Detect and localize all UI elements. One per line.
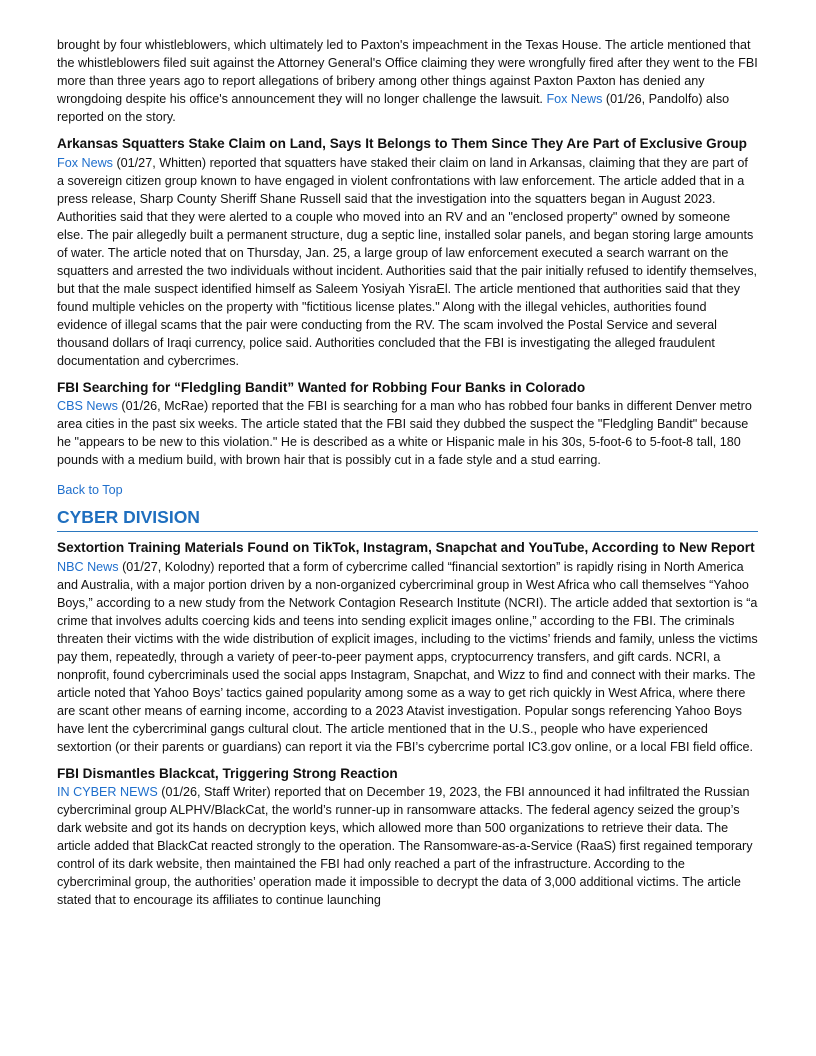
article-text: (01/26, Staff Writer) reported that on December 19, 2023, the FBI announced it had infiltrated the Russian cybercriminal group ALPHV/BlackCat, the world’s runner-up in ransomware attacks. The federal agency seized the group’s dark website and got its hands on decryption keys, which allowed more than 500 organizations to retrieve their data. The article added that BlackCat reacted strongly to the operation. The Ransomware-as-a-Service (RaaS) first regained temporary control of its dark website, then maintained the FBI had only reached a part of the infrastructure. According to the cybercriminal group, the authorities’ operation made it impossible to decrypt the data of 3,000 additional victims. The article stated that to encourage its affiliates to continue launching <box>57 785 753 907</box>
back-to-top-link[interactable]: Back to Top <box>57 483 123 497</box>
article-source-link[interactable]: NBC News <box>57 559 119 574</box>
article-title: FBI Dismantles Blackcat, Triggering Strong Reaction <box>57 765 398 781</box>
article-title: FBI Searching for “Fledgling Bandit” Wanted for Robbing Four Banks in Colorado <box>57 379 586 395</box>
article-body <box>57 397 758 469</box>
article-body <box>57 154 758 370</box>
intro-tail: (01/26, Pandolfo) also reported on the story. <box>57 92 730 124</box>
intro-source-link[interactable]: Fox News <box>546 92 603 106</box>
article-source-link[interactable]: IN CYBER NEWS <box>57 785 158 799</box>
article-source-link[interactable]: CBS News <box>57 399 118 413</box>
article-body <box>57 783 758 909</box>
article-body <box>57 558 758 756</box>
intro-text: brought by four whistleblowers, which ultimately led to Paxton's impeachment in the Texas House. The article mentioned that the whistleblowers filed suit against the Attorney General's Office claiming they were wrongfully fired after they went to the FBI more than three years ago to report allegations of bribery among other things against Paxton Paxton has denied any wrongdoing despite his office's announcement they will no longer challenge the lawsuit. <box>57 38 758 106</box>
article-title: Arkansas Squatters Stake Claim on Land, Says It Belongs to Them Since They Are Part of Exclusive Group <box>57 136 747 151</box>
article-text: (01/27, Whitten) reported that squatters have staked their claim on land in Arkansas, claiming that they are part of a sovereign citizen group known to have engaged in violent confrontations with law enforcement. The article added that in a press release, Sharp County Sheriff Shane Russell said that the investigation into the squatters began in August 2023. Authorities said that they were alerted to a couple who moved into an RV and an "enclosed property" owned by someone else. The pair allegedly built a permanent structure, dug a septic line, installed solar panels, and began storing large amounts of water. The article noted that on Thursday, Jan. 25, a large group of law enforcement executed a search warrant on the squatters and arrested the two individuals without incident. Authorities said that the pair initially refused to identify themselves, but that the male suspect identified himself as Saleem Yosiyah YisraEl. The article mentioned that authorities said that they found multiple vehicles on the property with "fictitious license plates." Along with the illegal vehicles, authorities found evidence of illegal scams that the pair were conducting from the RV. The scam involved the Postal Service and several thousand dollars of Iraqi currency, police said. Authorities concluded that the FBI is investigating the alleged fraudulent documentation and cybercrimes. <box>57 155 758 368</box>
article-title: Sextortion Training Materials Found on TikTok, Instagram, Snapchat and YouTube, According to New Report <box>57 540 755 555</box>
section-heading-cyber-division: CYBER DIVISION <box>57 506 758 532</box>
article-text: (01/27, Kolodny) reported that a form of cybercrime called “financial sextortion” is rapidly rising in North America and Australia, with a major portion driven by a non-organized cybercriminal group in West Africa who call themselves “Yahoo Boys,” according to a new study from the Network Contagion Research Institute (NCRI). The article added that sextortion is “a crime that involves adults coercing kids and teens into sending explicit images online,” according to the FBI. The criminals threaten their victims with the wide distribution of explicit images, including to the victims’ friends and family, unless the victims pay them, repeatedly, through a variety of peer-to-peer payment apps, cryptocurrency transfers, and gift cards. NCRI, a nonprofit, found cybercriminals used the social apps Instagram, Snapchat, and Wizz to find and connect with their marks. The article noted that Yahoo Boys’ tactics gained popularity among some as a way to get rich quickly in West Africa, where there are scant other means of earning income, according to a 2023 Atavist investigation. Popular songs referencing Yahoo Boys have lent the cybercriminal gangs cultural clout. The article mentioned that in the U.S., people who have experienced sextortion (or their parents or guardians) can report it via the FBI’s cybercrime portal IC3.gov online, or a local FBI field office. <box>57 559 758 754</box>
article-text: (01/26, McRae) reported that the FBI is searching for a man who has robbed four banks in different Denver metro area cities in the past six weeks. The article stated that the FBI said they dubbed the suspect the "Fledgling Bandit" because he "appears to be new to this violation." He is described as a white or Hispanic male in his 30s, 5-foot-6 to 5-foot-8 tall, 180 pounds with a medium build, with brown hair that is possibly cut in a fade style and a stud earring. <box>57 399 752 467</box>
intro-paragraph <box>57 36 758 126</box>
article-source-link[interactable]: Fox News <box>57 155 113 170</box>
